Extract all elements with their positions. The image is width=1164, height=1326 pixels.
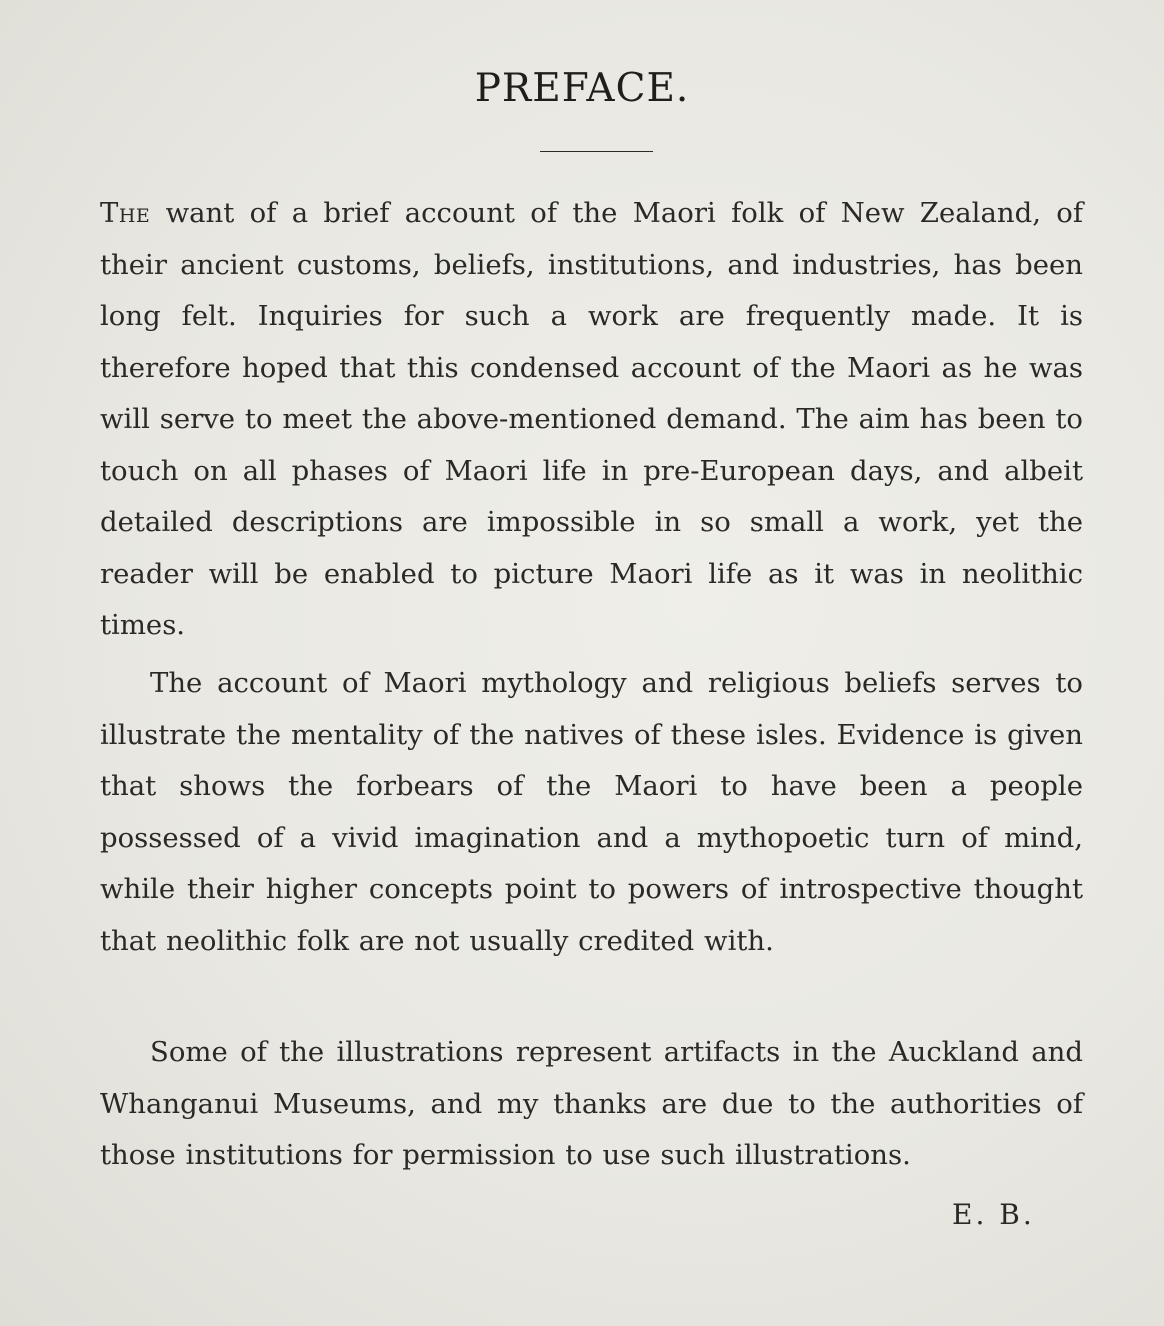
paragraph-lead-word: The: [100, 197, 151, 229]
preface-paragraph-3: Some of the illustrations represent artifacts in the Auckland and Whanganui Museums, and my thanks are due to the authorities of those institutions for permission to use such illustrations.: [100, 1036, 1083, 1171]
title-divider: [540, 151, 653, 152]
author-initials: E. B.: [952, 1198, 1035, 1231]
preface-paragraph-1: [100, 188, 1083, 652]
paragraph-1-text: want of a brief account of the Maori folk of New Zealand, of their ancient customs, beliefs, institutions, and industries, has been long felt. Inquiries for such a work are frequently made. It is therefore hoped that this condensed account of the Maori as he was will serve to meet the above-mentioned demand. The aim has been to touch on all phases of Maori life in pre-European days, and albeit detailed descriptions are impossible in so small a work, yet the reader will be enabled to picture Maori life as it was in neolithic times.: [100, 197, 1083, 641]
page-title: PREFACE.: [474, 66, 690, 111]
preface-paragraph-2: The account of Maori mythology and religious beliefs serves to illustrate the mentality of the natives of these isles. Evidence is given that shows the forbears of the Maori to have been a people possessed of a vivid imagination and a mythopoetic turn of mind, while their higher concepts point to powers of introspective thought that neolithic folk are not usually credited with.: [100, 667, 1083, 957]
